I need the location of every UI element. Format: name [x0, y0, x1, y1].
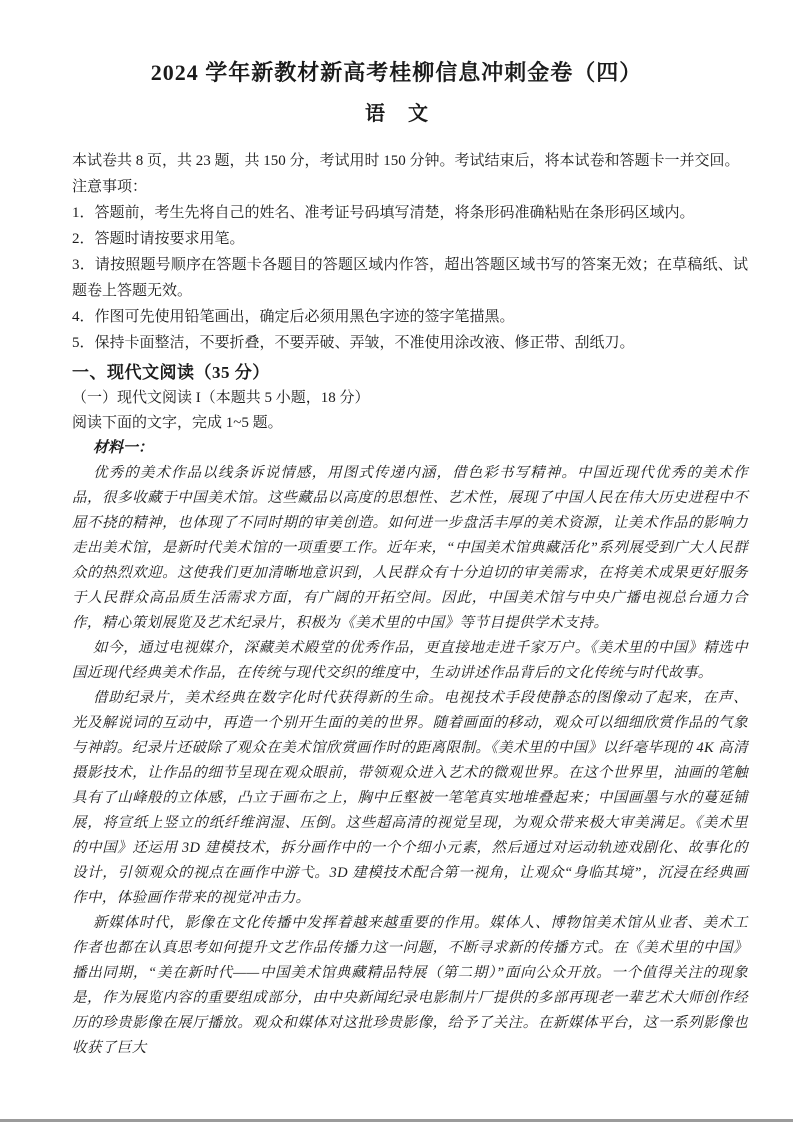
page-title: 2024 学年新教材新高考桂柳信息冲刺金卷（四） [150, 60, 643, 85]
notice-label: 注意事项： [72, 179, 148, 195]
exam-intro-note: 本试卷共 8 页，共 23 题，共 150 分，考试用时 150 分钟。考试结束后，将本试卷和答题卡一并交回。 [72, 153, 740, 169]
subject-title: 语 文 [365, 103, 437, 125]
notice-item-4: 4．作图可先使用铅笔画出，确定后必须用黑色字迹的签字笔描黑。 [72, 309, 515, 325]
material-paragraph-1: 优秀的美术作品以线条诉说情感，用图式传递内涵，借色彩书写精神。中国近现代优秀的美术作品，很多收藏于中国美术馆。这些藏品以高度的思想性、艺术性，展现了中国人民在伟大历史进程中不屈不挠的精神，也体现了不同时期的审美创造。如何进一步盘活丰厚的美术资源，让美术作品的影响力走出美术馆，是新时代美术馆的一项重要工作。近年来，“中国美术馆典藏活化”系列展受到广大人民群众的热烈欢迎。这使我们更加清晰地意识到，人民群众有十分迫切的审美需求，在将美术成果更好服务于人民群众高品质生活需求方面，有广阔的开拓空间。因此，中国美术馆与中央广播电视总台通力合作，精心策划展览及艺术纪录片，积极为《美术里的中国》等节目提供学术支持。 [72, 465, 748, 631]
material-paragraph-4: 新媒体时代，影像在文化传播中发挥着越来越重要的作用。媒体人、博物馆美术馆从业者、美术工作者也都在认真思考如何提升文艺作品传播力这一问题，不断寻求新的传播方式。在《美术里的中国》播出同期，“美在新时代——中国美术馆典藏精品特展（第二期）”面向公众开放。一个值得关注的现象是，作为展览内容的重要组成部分，由中央新闻纪录电影制片厂提供的多部再现老一辈艺术大师创作经历的珍贵影像在展厅播放。观众和媒体对这批珍贵影像，给予了关注。在新媒体平台，这一系列影像也收获了巨大 [72, 915, 748, 1056]
notice-item-1: 1．答题前，考生先将自己的姓名、准考证号码填写清楚，将条形码准确粘贴在条形码区域内。 [72, 205, 695, 221]
reading-instruction: 阅读下面的文字，完成 1~5 题。 [72, 415, 283, 431]
material-paragraph-2: 如今，通过电视媒介，深藏美术殿堂的优秀作品，更直接地走进千家万户。《美术里的中国》精选中国近现代经典美术作品，在传统与现代交织的维度中，生动讲述作品背后的文化传统与时代故事。 [72, 640, 748, 681]
notice-item-2: 2．答题时请按要求用笔。 [72, 231, 245, 247]
subsection-heading: （一）现代文阅读 I（本题共 5 小题，18 分） [72, 390, 370, 406]
notice-item-3: 3．请按照题号顺序在答题卡各题目的答题区域内作答，超出答题区域书写的答案无效；在草稿纸、试题卷上答题无效。 [72, 257, 748, 299]
material-paragraph-3: 借助纪录片，美术经典在数字化时代获得新的生命。电视技术手段使静态的图像动了起来，在声、光及解说词的互动中，再造一个别开生面的美的世界。随着画面的移动，观众可以细细欣赏作品的气象与神韵。纪录片还破除了观众在美术馆欣赏画作时的距离限制。《美术里的中国》以纤毫毕现的 4K 高清摄影技术，让作品的细节呈现在观众眼前，带领观众进入艺术的微观世界。在这个世界里，油画的笔触具有了山峰般的立体感，凸立于画布之上，胸中丘壑被一笔笔真实地堆叠起来；中国画墨与水的蔓延铺展，将宣纸上竖立的纸纤维润湿、压倒。这些超高清的视觉呈现，为观众带来极大审美满足。《美术里的中国》还运用 3D 建模技术，拆分画作中的一个个细小元素，然后通过对运动轨迹戏剧化、故事化的设计，引领观众的视点在画作中游弋。3D 建模技术配合第一视角，让观众“身临其境”，沉浸在经典画作中，体验画作带来的视觉冲击力。 [72, 690, 748, 906]
exam-notice-block [72, 148, 748, 356]
material-one-label: 材料一： [93, 440, 154, 456]
notice-item-5: 5．保持卡面整洁，不要折叠，不要弄破、弄皱，不准使用涂改液、修正带、刮纸刀。 [72, 335, 635, 351]
section-one-heading: 一、现代文阅读（35 分） [72, 363, 270, 382]
